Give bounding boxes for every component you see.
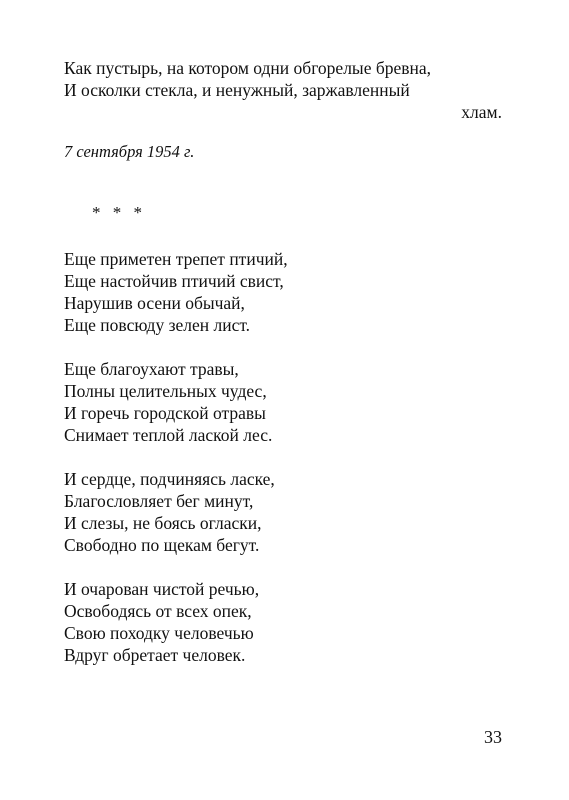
verse-line: Еще настойчив птичий свист,: [64, 271, 284, 291]
verse-line: И сердце, подчиняясь ласке,: [64, 469, 275, 489]
verse-line: Нарушив осени обычай,: [64, 293, 245, 313]
verse-line: Еще повсюду зелен лист.: [64, 315, 251, 335]
poem-date: 7 сентября 1954 г.: [64, 142, 195, 161]
verse-line: И слезы, не боясь огласки,: [64, 513, 262, 533]
page-number: 33: [484, 727, 502, 747]
verse-line: Еще приметен трепет птичий,: [64, 249, 288, 269]
verse-line: Свою походку человечью: [64, 623, 254, 643]
verse-line: Полны целительных чудес,: [64, 381, 267, 401]
verse-line: Освободясь от всех опек,: [64, 601, 252, 621]
previous-poem-line: Как пустырь, на котором одни обгорелые бревна,: [64, 58, 432, 78]
verse-line: И очарован чистой речью,: [64, 579, 260, 599]
verse-line: Благословляет бег минут,: [64, 491, 254, 511]
verse-line: Снимает теплой лаской лес.: [64, 425, 273, 445]
verse-line: Свободно по щекам бегут.: [64, 535, 260, 555]
previous-poem-line-wrapped: хлам.: [461, 102, 502, 122]
previous-poem-line: И осколки стекла, и ненужный, заржавленный: [64, 80, 410, 100]
verse-line: Вдруг обретает человек.: [64, 645, 246, 665]
verse-line: И горечь городской отравы: [64, 403, 266, 423]
verse-line: Еще благоухают травы,: [64, 359, 239, 379]
poem-separator: * * *: [92, 203, 146, 222]
